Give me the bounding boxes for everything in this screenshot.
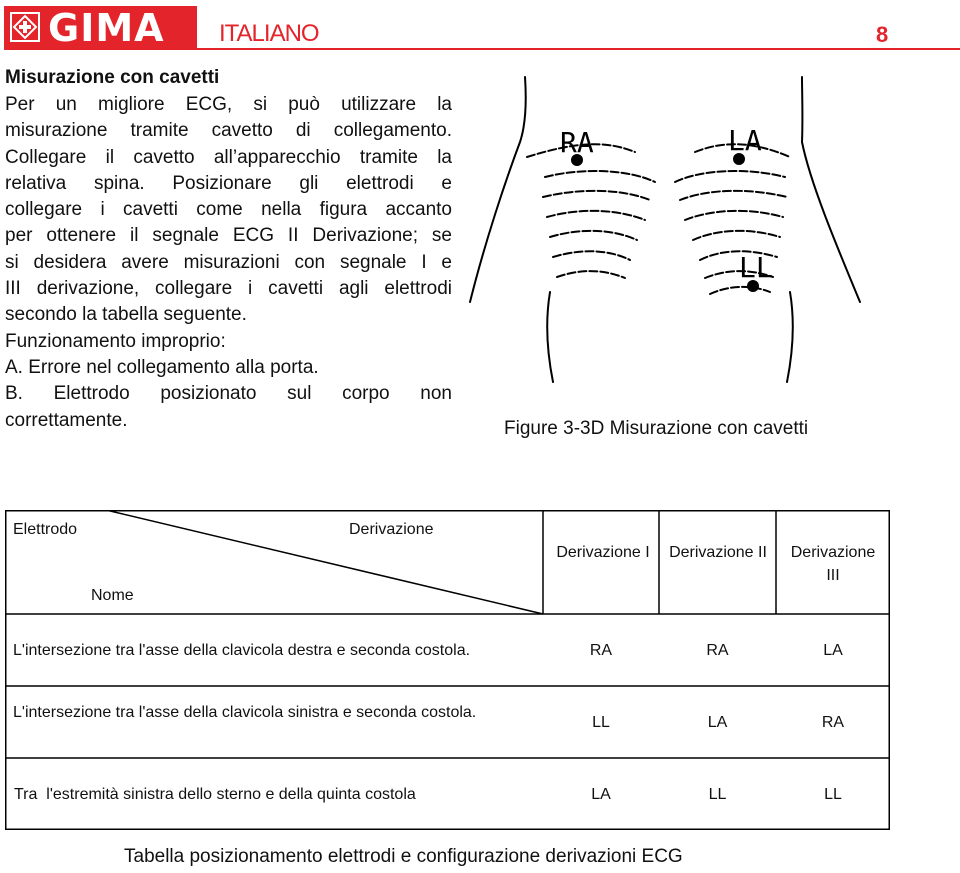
row-1-derivazione-iii: LA bbox=[823, 642, 843, 659]
paragraph-line: per ottenere il segnale ECG II Derivazione; se bbox=[5, 225, 452, 247]
paragraph-line: III derivazione, collegare i cavetti agli elettrodi bbox=[5, 278, 452, 300]
header-elettrodo: Elettrodo bbox=[13, 521, 78, 538]
row-2-derivazione-ii: LA bbox=[707, 714, 728, 731]
row-1-derivazione-i: RA bbox=[589, 642, 613, 659]
language-label: ITALIANO bbox=[219, 20, 319, 47]
row-3-position: Tra l'estremità sinistra dello sterno e della quinta costola bbox=[14, 786, 416, 803]
header-derivazione: Derivazione bbox=[349, 521, 434, 538]
row-2-derivazione-iii: RA bbox=[821, 714, 845, 731]
section-title: Misurazione con cavetti bbox=[5, 67, 220, 88]
gima-emblem-icon bbox=[10, 12, 40, 42]
electrode-la-label: LA bbox=[728, 124, 762, 157]
row-1-derivazione-ii: RA bbox=[706, 642, 729, 659]
figure-caption: Figure 3-3D Misurazione con cavetti bbox=[504, 418, 809, 439]
header-derivazione-iii: Derivazione III bbox=[790, 544, 876, 584]
paragraph-line: relativa spina. Posizionare gli elettrodi e bbox=[5, 172, 452, 194]
electrode-ll-label: LL bbox=[739, 251, 773, 284]
table-caption: Tabella posizionamento elettrodi e configurazione derivazioni ECG bbox=[124, 846, 683, 867]
paragraph-line: Collegare il cavetto all’apparecchio tramite la bbox=[5, 146, 452, 168]
row-3-derivazione-i: LA bbox=[591, 786, 611, 803]
electrode-ra-label: RA bbox=[560, 126, 594, 159]
row-3-derivazione-ii: LL bbox=[708, 786, 727, 803]
header-derivazione-ii: Derivazione II bbox=[669, 544, 767, 561]
header-nome: Nome bbox=[91, 587, 134, 604]
page-number: 8 bbox=[876, 22, 889, 47]
row-2-position: L'intersezione tra l'asse della clavicola sinistra e seconda costola. bbox=[13, 704, 477, 721]
electrode-placement-figure bbox=[465, 72, 885, 432]
paragraph-line: Funzionamento improprio: bbox=[5, 330, 226, 352]
electrode-table bbox=[5, 510, 890, 830]
paragraph-line: secondo la tabella seguente. bbox=[5, 304, 247, 326]
section-paragraph bbox=[5, 92, 452, 434]
paragraph-line: misurazione tramite cavetto di collegamento. bbox=[5, 120, 452, 142]
row-3-derivazione-iii: LL bbox=[824, 786, 842, 803]
brand-name: GIMA bbox=[48, 6, 165, 50]
paragraph-line: A. Errore nel collegamento alla porta. bbox=[5, 356, 319, 378]
brand-logo bbox=[4, 6, 197, 50]
header-derivazione-i: Derivazione I bbox=[556, 544, 650, 561]
row-1-position: L'intersezione tra l'asse della clavicola destra e seconda costola. bbox=[13, 642, 471, 659]
header-divider bbox=[197, 48, 960, 50]
row-2-derivazione-i: LL bbox=[592, 714, 610, 731]
paragraph-line: B. Elettrodo posizionato sul corpo non bbox=[5, 383, 452, 405]
paragraph-line: correttamente. bbox=[5, 409, 128, 431]
paragraph-line: Per un migliore ECG, si può utilizzare la bbox=[5, 94, 452, 115]
paragraph-line: collegare i cavetti come nella figura accanto bbox=[5, 199, 452, 221]
paragraph-line: si desidera avere misurazioni con segnale I e bbox=[5, 251, 452, 273]
